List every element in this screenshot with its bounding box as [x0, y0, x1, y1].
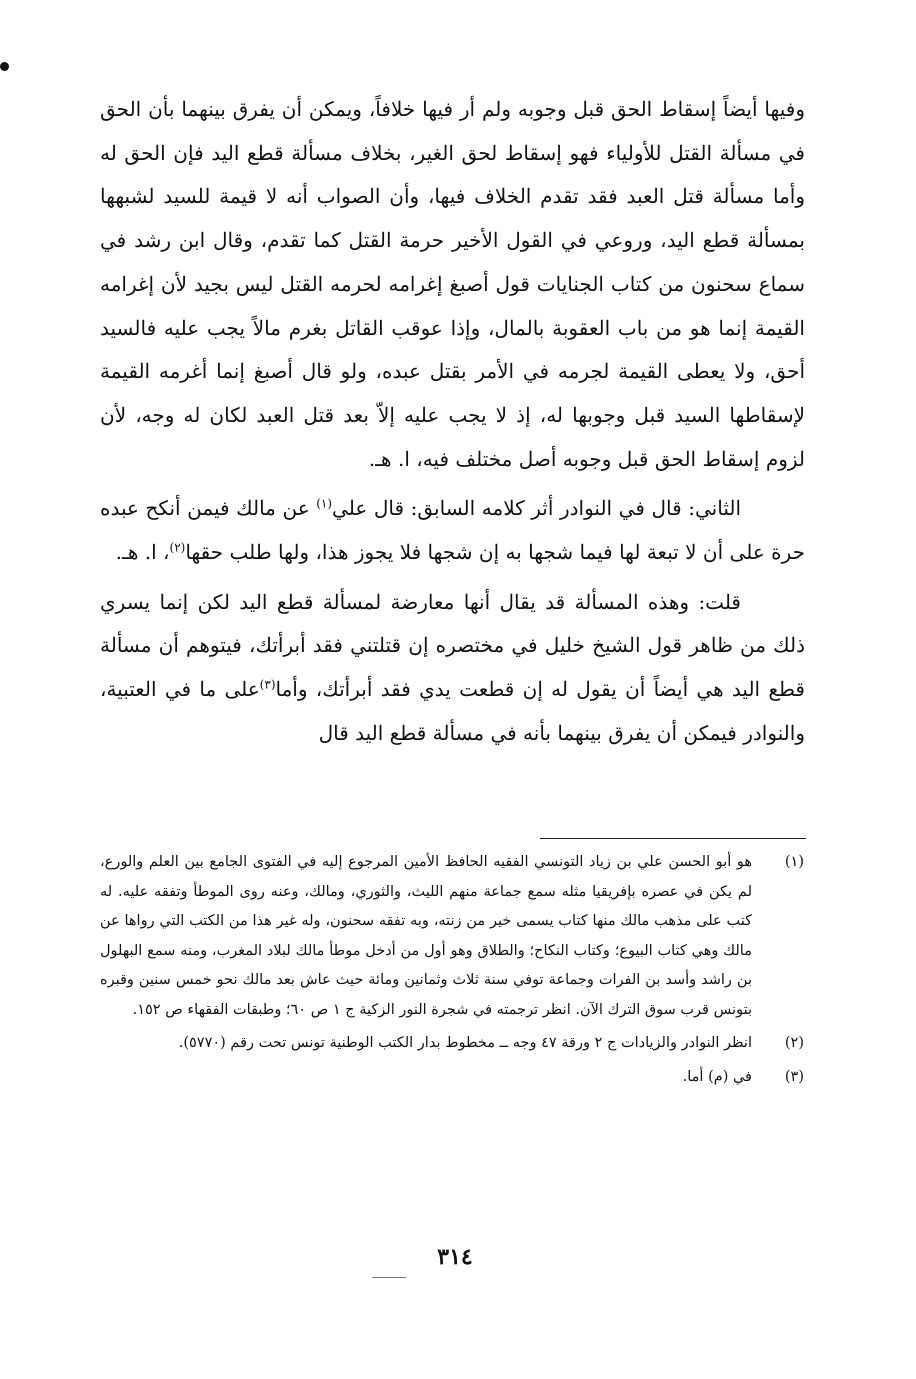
footnote-number: (١) [784, 854, 804, 870]
footnote-2 [100, 1029, 804, 1059]
footnote-ref-3: (٣) [259, 677, 276, 692]
footnote-1 [100, 848, 804, 1025]
footnote-3 [100, 1063, 804, 1093]
footnote-text: انظر النوادر والزيادات ج ٢ ورقة ٤٧ وجه ــ مخطوط بدار الكتب الوطنية تونس تحت رقم (٥٧٧٠). [178, 1035, 752, 1051]
main-text-block [100, 88, 805, 756]
footnote-separator [540, 838, 806, 839]
paragraph-2 [100, 487, 805, 574]
paragraph-1: وفيها أيضاً إسقاط الحق قبل وجوبه ولم أر فيها خلافاً، ويمكن أن يفرق بينهما بأن الحق في مسألة القتل للأولياء فهو إسقاط لحق الغير، بخلاف مسألة قطع اليد فإن الحق له وأما مسألة قتل العبد فقد تقدم الخلاف فيها، وأن الصواب أنه لا قيمة للسيد لشبهها بمسألة قطع اليد، وروعي في القول الأخير حرمة القتل كما تقدم، وقال ابن رشد في سماع سحنون من كتاب الجنايات قول أصبغ إغرامه لحرمه القتل ليس بجيد لأن إغرامه القيمة إنما هو من باب العقوبة بالمال، وإذا عوقب القاتل بغرم مالاً يجب عليه فالسيد أحق، ولا يعطى القيمة لجرمه في الأمر بقتل عبده، ولو قال أصبغ إنما أغرمه القيمة لإسقاطها السيد قبل وجوبها له، إذ لا يجب عليه إلاّ بعد قتل العبد لكان له وجه، لأن لزوم إسقاط الحق قبل وجوبه أصل مختلف فيه، ا. هـ. [100, 97, 805, 471]
footnotes [100, 848, 804, 1096]
paragraph-3 [100, 581, 805, 756]
paragraph-3-part-1: قلت: وهذه المسألة قد يقال أنها معارضة لمسألة قطع اليد لكن إنما يسري ذلك من ظاهر قول الشيخ خليل في مختصره إن قتلتني فقد أبرأتك، فيتوهم أن مسألة قطع اليد هي أيضاً أن يقول له إن قطعت يدي فقد أبرأتك، وأما [100, 589, 805, 702]
scan-edge-mark [0, 62, 9, 71]
footnote-number: (٣) [784, 1068, 804, 1085]
paragraph-2-part-1: الثاني: قال في النوادر أثر كلامه السابق: قال علي [332, 496, 742, 521]
footnote-text: هو أبو الحسن علي بن زياد التونسي الفقيه الحافظ الأمين المرجوع إليه في الفتوى الجامع بين العلم والورع، لم يكن في عصره بإفريقيا مثله سمع جماعة منهم الليث، والثوري، ومالك، وعنه روى الموطأ وتفقه عليه. له كتب على مذهب مالك منها كتاب يسمى خير من زنته، وبه تفقه سحنون، وله غير هذا من الكتب التي رواها عن مالك وهي كتاب البيوع؛ وكتاب النكاح؛ والطلاق وهو أول من أدخل موطأ مالك لبلاد المغرب، ومنه سمع البهلول بن راشد وأسد بن الفرات وجماعة توفي سنة ثلاث وثمانين ومائة حيث عاش بعد مالك نحو خمس سنين وقبره بتونس قرب سوق الترك الآن. انظر ترجمته في شجرة النور الزكية ج ١ ص ٦٠؛ وطبقات الفقهاء ص ١٥٢. [100, 854, 752, 1018]
paragraph-2-part-2: عن مالك فيمن أنكح عبده حرة على أن لا تبعة لها فيما شجها به إن شجها فلا يجوز هذا، ولها طلب حقها [100, 496, 805, 565]
footnote-ref-1: (١) [316, 496, 333, 511]
footnote-text: في (م) أما. [682, 1068, 752, 1085]
footnote-number: (٢) [784, 1035, 804, 1051]
footnote-ref-2: (٢) [169, 540, 186, 555]
paragraph-3-part-2: على ما في العتبية، والنوادر فيمكن أن يفرق بينهما بأنه في مسألة قطع اليد قال [100, 677, 805, 745]
paragraph-2-part-3: ، ا. هـ. [115, 540, 170, 565]
page-number: ٣١٤ [437, 1244, 473, 1270]
bottom-dash [372, 1277, 406, 1278]
